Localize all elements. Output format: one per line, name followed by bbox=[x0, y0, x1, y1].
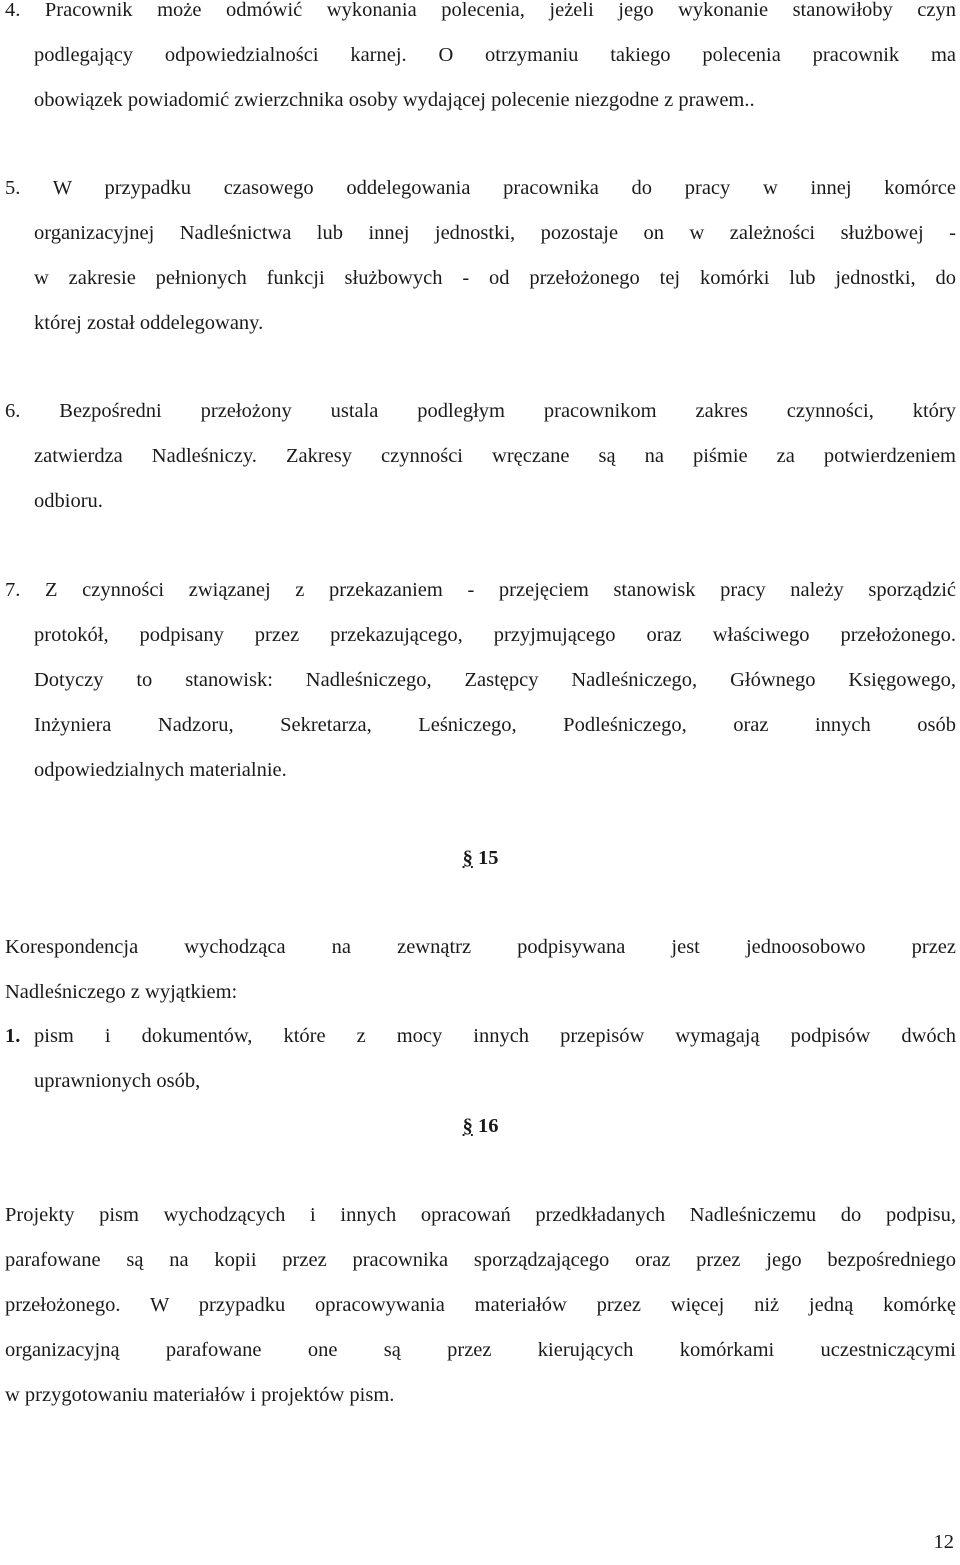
section-15-item-1 bbox=[5, 1014, 956, 1104]
text-line: w zakresie pełnionych funkcji służbowych - od przełożonego tej komórki lub jednostki, do bbox=[34, 267, 956, 289]
text-line: odbioru. bbox=[34, 490, 103, 512]
list-item-number: 1. bbox=[5, 1025, 21, 1047]
list-item-text: pism i dokumentów, które z mocy innych przepisów wymagają podpisów dwóch bbox=[34, 1025, 956, 1047]
page-number: 12 bbox=[933, 1531, 954, 1553]
section-heading-15 bbox=[5, 836, 956, 881]
text-line: Inżyniera Nadzoru, Sekretarza, Leśniczego, Podleśniczego, oraz innych osób bbox=[34, 714, 956, 736]
text-line: której został oddelegowany. bbox=[34, 312, 264, 334]
text-line: parafowane są na kopii przez pracownika sporządzającego oraz przez jego bezpośredniego bbox=[5, 1249, 956, 1271]
section-heading-16 bbox=[5, 1104, 956, 1149]
paragraph-5 bbox=[5, 166, 956, 346]
text-line: 5. W przypadku czasowego oddelegowania pracownika do pracy w innej komórce bbox=[5, 177, 956, 199]
section-number: 15 bbox=[477, 847, 499, 869]
text-line: 4. Pracownik może odmówić wykonania polecenia, jeżeli jego wykonanie stanowiłoby czyn bbox=[5, 0, 956, 21]
text-line: podlegający odpowiedzialności karnej. O otrzymaniu takiego polecenia pracownik ma bbox=[34, 44, 956, 66]
text-line: Projekty pism wychodzących i innych opracowań przedkładanych Nadleśniczemu do podpisu, bbox=[5, 1204, 956, 1226]
text-line: przełożonego. W przypadku opracowywania materiałów przez więcej niż jedną komórkę bbox=[5, 1294, 956, 1316]
text-line: odpowiedzialnych materialnie. bbox=[34, 759, 287, 781]
text-line: uprawnionych osób, bbox=[34, 1070, 201, 1092]
list-item-line bbox=[5, 1014, 956, 1059]
text-line: organizacyjną parafowane one są przez kierujących komórkami uczestniczącymi bbox=[5, 1339, 956, 1361]
text-line: Dotyczy to stanowisk: Nadleśniczego, Zastępcy Nadleśniczego, Głównego Księgowego, bbox=[34, 669, 956, 691]
section-16-body bbox=[5, 1193, 956, 1418]
section-sign: § bbox=[462, 1115, 473, 1137]
text-line: Nadleśniczego z wyjątkiem: bbox=[5, 981, 238, 1003]
text-line: 7. Z czynności związanej z przekazaniem - przejęciem stanowisk pracy należy sporządzić bbox=[5, 579, 956, 601]
section-15-intro bbox=[5, 925, 956, 1015]
section-number: 16 bbox=[477, 1115, 499, 1137]
text-line: Korespondencja wychodząca na zewnątrz podpisywana jest jednoosobowo przez bbox=[5, 936, 956, 958]
text-line: zatwierdza Nadleśniczy. Zakresy czynności wręczane są na piśmie za potwierdzeniem bbox=[34, 445, 956, 467]
text-line: protokół, podpisany przez przekazującego, przyjmującego oraz właściwego przełożonego. bbox=[34, 624, 956, 646]
paragraph-6 bbox=[5, 389, 956, 524]
paragraph-7 bbox=[5, 568, 956, 793]
section-sign: § bbox=[462, 847, 473, 869]
text-line: w przygotowaniu materiałów i projektów pism. bbox=[5, 1384, 395, 1406]
text-line: obowiązek powiadomić zwierzchnika osoby wydającej polecenie niezgodne z prawem.. bbox=[34, 89, 755, 111]
text-line: organizacyjnej Nadleśnictwa lub innej jednostki, pozostaje on w zależności służbowej - bbox=[34, 222, 956, 244]
paragraph-4 bbox=[5, 0, 956, 123]
text-line: 6. Bezpośredni przełożony ustala podległym pracownikom zakres czynności, który bbox=[5, 400, 956, 422]
